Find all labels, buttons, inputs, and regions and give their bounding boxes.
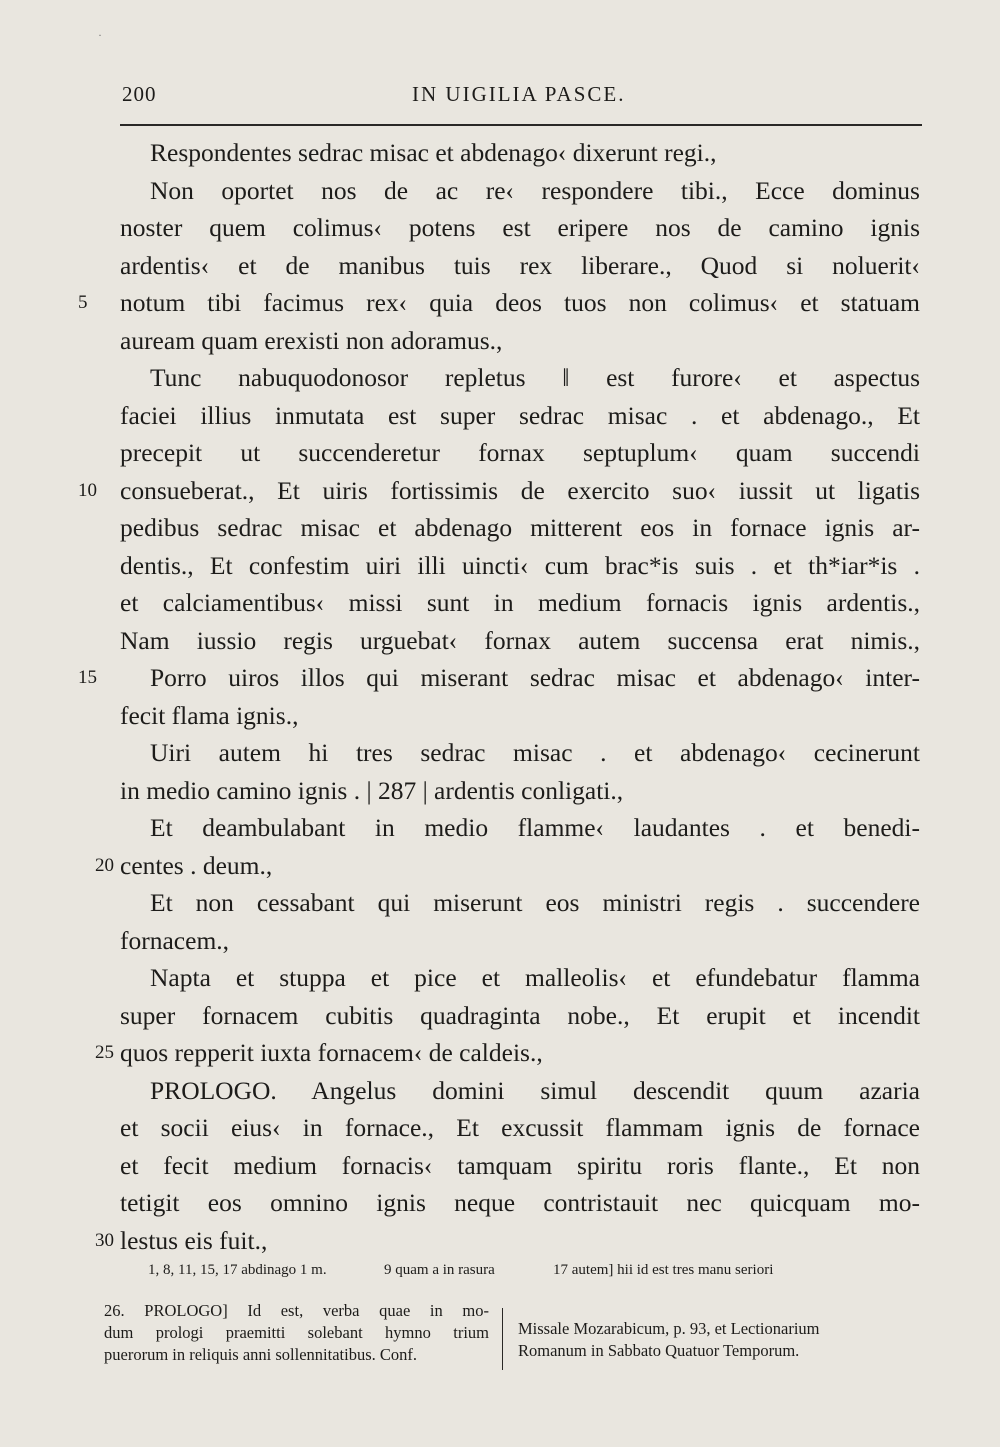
text-line [120, 772, 920, 810]
line-text: Non oportet nos de ac re‹ respondere tibi., Ecce dominus [150, 175, 920, 205]
text-line [120, 509, 920, 547]
text-line [120, 809, 920, 847]
line-number: 30 [95, 1229, 114, 1251]
text-line [78, 472, 920, 510]
main-text [78, 134, 920, 1259]
line-number: 20 [95, 854, 114, 876]
text-line [120, 397, 920, 435]
text-line [120, 209, 920, 247]
text-line [120, 734, 920, 772]
footnote-line: puerorum in reliquis anni sollennitatibus. Conf. [104, 1345, 418, 1364]
page-header [122, 82, 922, 112]
text-line [120, 884, 920, 922]
line-text: precepit ut succenderetur fornax septuplum‹ quam succendi [120, 438, 920, 467]
text-line [120, 1147, 920, 1185]
page-number: 200 [122, 82, 157, 106]
line-text: et socii eius‹ in fornace., Et excussit flammam ignis de fornace [120, 1113, 920, 1142]
variant-note: 9 quam a in rasura [384, 1262, 495, 1278]
footnote-line: Missale Mozarabicum, p. 93, et Lectionarium [518, 1319, 820, 1338]
text-line [120, 547, 920, 585]
text-line [120, 1184, 920, 1222]
text-line [120, 997, 920, 1035]
line-text: Et non cessabant qui miserunt eos ministri regis . succendere [150, 888, 920, 917]
text-line [120, 922, 920, 960]
text-line [120, 1109, 920, 1147]
text-line [120, 247, 920, 285]
text-line [95, 1034, 920, 1072]
text-line [95, 847, 920, 885]
line-text: faciei illius inmutata est super sedrac misac . et abdenago., Et [120, 400, 920, 430]
line-text: fornacem., [120, 925, 230, 955]
text-line [95, 1222, 920, 1260]
line-text: Nam iussio regis urguebat‹ fornax autem succensa erat nimis., [120, 625, 920, 655]
line-text: tetigit eos omnino ignis neque contristauit nec quicquam mo- [120, 1188, 920, 1217]
line-text: noster quem colimus‹ potens est eripere nos de camino ignis [120, 213, 920, 242]
line-text: dentis., Et confestim uiri illi uincti‹ cum brac*is suis . et th*iar*is . [120, 550, 920, 580]
footnote-line: dum prologi praemitti solebant hymno trium [104, 1323, 489, 1342]
line-text: pedibus sedrac misac et abdenago mitterent eos in fornace ignis ar- [120, 513, 920, 542]
line-number: 5 [78, 292, 88, 313]
text-line [78, 659, 920, 697]
line-text: PROLOGO. Angelus domini simul descendit quum azaria [150, 1075, 920, 1105]
line-text: Porro uiros illos qui miserant sedrac misac et abdenago‹ inter- [150, 663, 920, 692]
line-text: in medio camino ignis . | 287 | ardentis conligati., [120, 775, 624, 805]
footnote-line: 26. PROLOGO] Id est, verba quae in mo- [104, 1301, 489, 1320]
header-rule [120, 124, 922, 126]
line-text: ardentis‹ et de manibus tuis rex liberare., Quod si noluerit‹ [120, 250, 920, 280]
text-line [120, 584, 920, 622]
variant-note: 1, 8, 11, 15, 17 abdinago 1 m. [148, 1262, 327, 1278]
line-text: Tunc nabuquodonosor repletus ‖ est furore‹ et aspectus [150, 363, 920, 392]
text-line [120, 134, 920, 172]
text-line [120, 959, 920, 997]
text-line [120, 1072, 920, 1110]
line-number: 10 [78, 479, 97, 501]
line-text: centes . deum., [120, 850, 273, 880]
line-text: et calciamentibus‹ missi sunt in medium fornacis ignis ardentis., [120, 588, 920, 617]
line-text: Napta et stuppa et pice et malleolis‹ et efundebatur flamma [150, 963, 920, 992]
footnote-divider [502, 1308, 503, 1370]
line-text: Et deambulabant in medio flamme‹ laudantes . et benedi- [150, 813, 920, 842]
line-text: super fornacem cubitis quadraginta nobe., Et erupit et incendit [120, 1000, 920, 1030]
text-line [120, 172, 920, 210]
line-number: 15 [78, 667, 97, 688]
line-text: lestus eis fuit., [120, 1225, 268, 1255]
text-line [120, 697, 920, 735]
line-text: auream quam erexisti non adoramus., [120, 325, 503, 355]
text-line [120, 322, 920, 360]
text-line [120, 622, 920, 660]
line-number: 25 [95, 1042, 114, 1063]
footnote-right-column [518, 1318, 908, 1362]
text-line [120, 434, 920, 472]
line-text: fecit flama ignis., [120, 700, 299, 730]
line-text: quos repperit iuxta fornacem‹ de caldeis., [120, 1038, 543, 1067]
line-text: consueberat., Et uiris fortissimis de exercito suo‹ iussit ut ligatis [120, 475, 920, 505]
footnote-left-column [104, 1300, 489, 1366]
footnote-line: Romanum in Sabbato Quatuor Temporum. [518, 1341, 800, 1360]
line-text: Uiri autem hi tres sedrac misac . et abdenago‹ cecinerunt [150, 738, 920, 767]
text-line [78, 284, 920, 322]
line-text: Respondentes sedrac misac et abdenago‹ dixerunt regi., [150, 138, 717, 167]
corner-mark: · [98, 28, 102, 42]
line-text: notum tibi facimus rex‹ quia deos tuos non colimus‹ et statuam [120, 288, 920, 317]
line-text: et fecit medium fornacis‹ tamquam spiritu roris flante., Et non [120, 1150, 920, 1180]
variant-note: 17 autem] hii id est tres manu seriori [553, 1262, 774, 1278]
text-line [120, 359, 920, 397]
running-title: IN UIGILIA PASCE. [412, 82, 626, 106]
